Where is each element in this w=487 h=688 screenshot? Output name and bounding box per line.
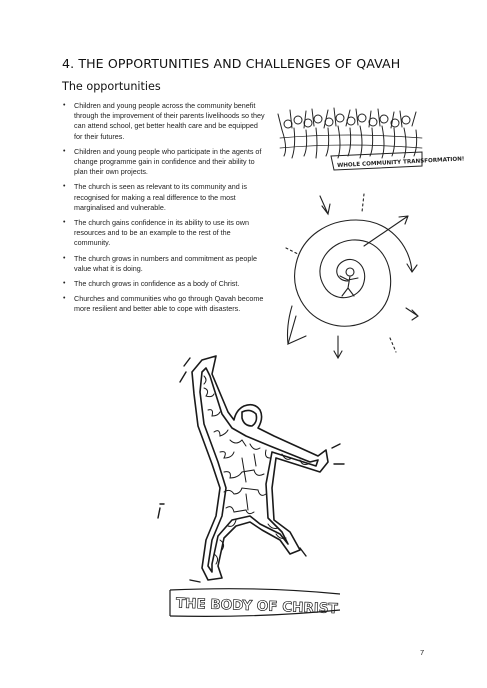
list-item [62, 254, 267, 274]
bullet-icon: • [63, 280, 66, 288]
subheading: The opportunities [62, 80, 161, 93]
list-item [62, 294, 267, 314]
page-number: 7 [420, 648, 425, 657]
list-item [62, 218, 267, 249]
list-item-text: The church gains confidence in its ability to use its own resources and to be an example to the rest of the community. [74, 218, 249, 248]
crowd-caption: WHOLE COMMUNITY TRANSFORMATION! [337, 156, 465, 170]
list-item [62, 279, 267, 289]
growth-spiral-illustration [278, 186, 423, 361]
body-caption: THE BODY OF CHRIST [175, 595, 339, 618]
list-item-text: The church grows in confidence as a body of Christ. [74, 279, 240, 289]
community-crowd-illustration [276, 108, 465, 178]
bullet-icon: • [63, 102, 66, 109]
list-item-text: Children and young people who participate in the agents of change programme gain in confidence and their ability to plan their own projects. [74, 146, 262, 177]
list-item-text: Children and young people across the community benefit through the improvement of their parents livelihoods so they can attend school, get better health care and be equipped for their futures. [74, 101, 265, 141]
list-item [62, 182, 267, 213]
list-item [62, 147, 267, 178]
list-item-text: Churches and communities who go through Qavah become more resilient and better able to cope with disasters. [74, 294, 264, 314]
body-of-christ-illustration [150, 354, 350, 624]
opportunities-list [62, 101, 267, 320]
bullet-icon: • [63, 295, 66, 303]
bullet-icon: • [63, 254, 66, 262]
bullet-icon: • [63, 183, 66, 191]
list-item [62, 101, 267, 142]
bullet-icon: • [63, 147, 66, 155]
section-heading: 4. THE OPPORTUNITIES AND CHALLENGES OF QAVAH [62, 56, 401, 71]
bullet-icon: • [63, 219, 66, 227]
list-item-text: The church is seen as relevant to its community and is recognised for making a real difference to the most marginalised and vulnerable. [74, 182, 247, 212]
list-item-text: The church grows in numbers and commitment as people value what it is doing. [74, 253, 257, 273]
